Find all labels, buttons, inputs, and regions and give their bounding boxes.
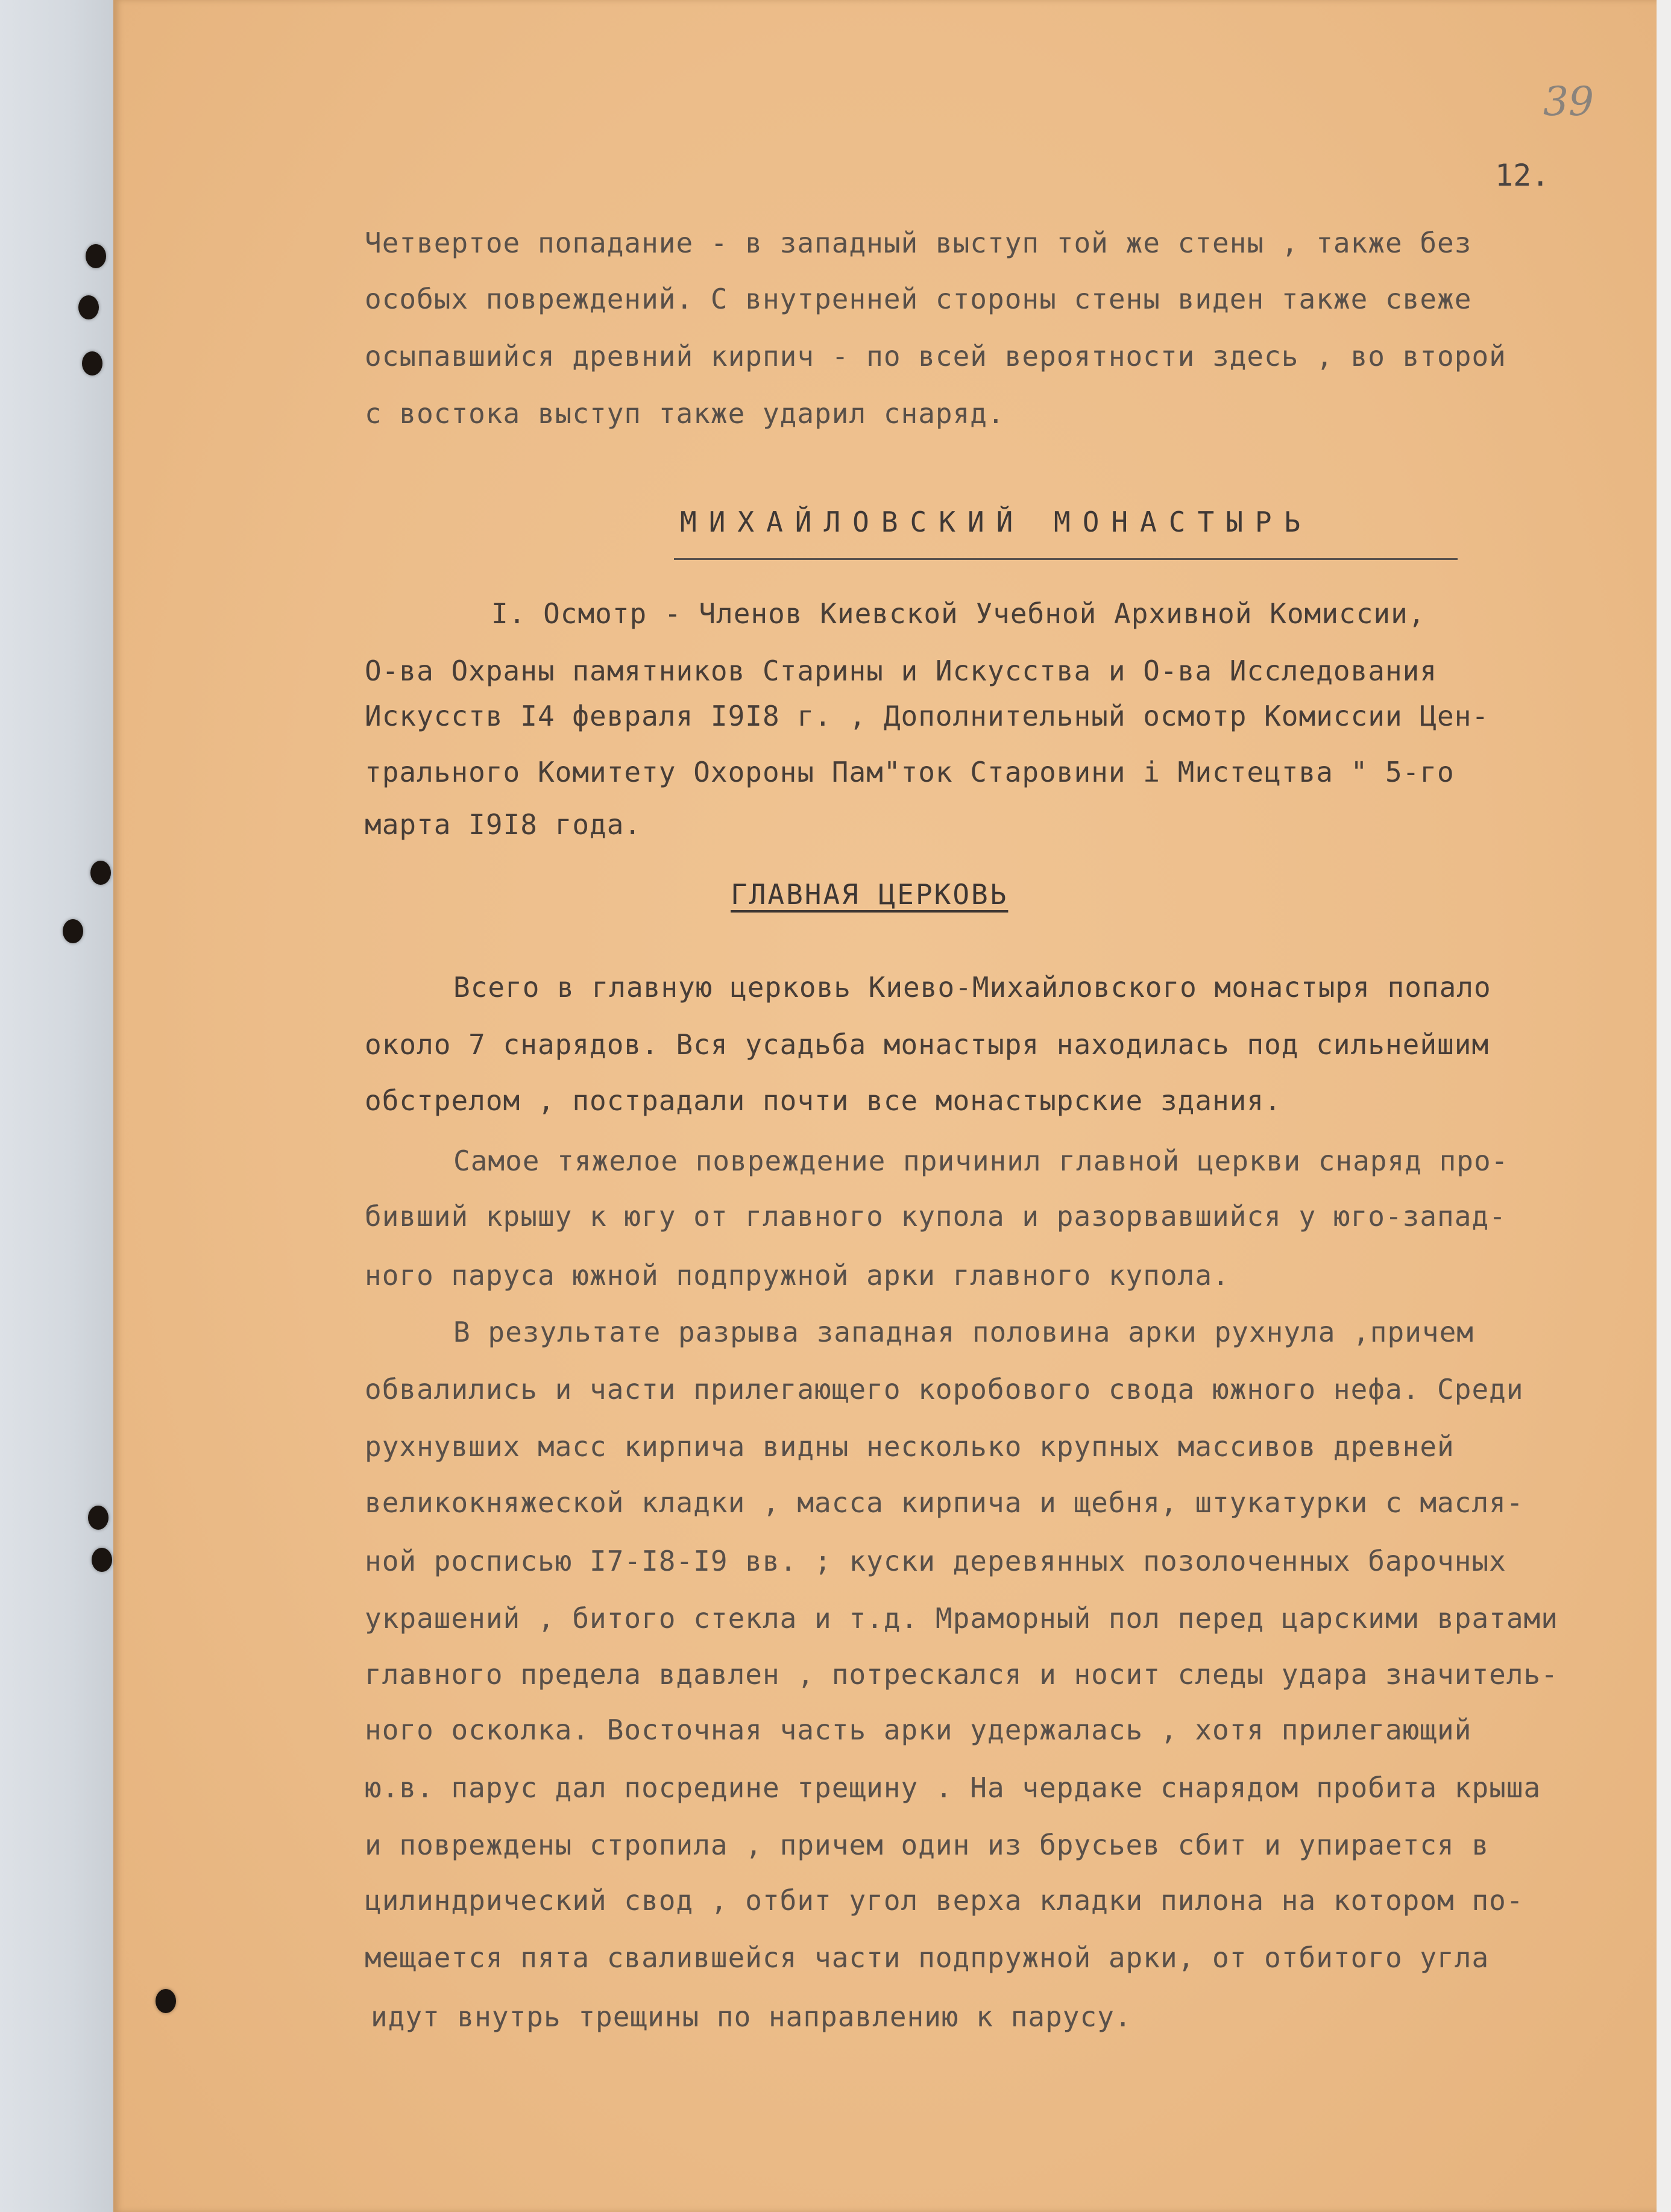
section-title-underline xyxy=(674,558,1458,560)
punch-hole xyxy=(82,351,102,375)
punch-hole xyxy=(90,861,111,885)
text-line: марта I9I8 года. xyxy=(365,808,642,841)
text-line: ю.в. парус дал посредине трещину . На чердаке снарядом пробита крыша xyxy=(365,1771,1541,1804)
text-line: рухнувших масс кирпича видны несколько крупных массивов древней xyxy=(365,1430,1455,1463)
text-line: особых повреждений. С внутренней стороны стены виден также свеже xyxy=(365,283,1472,315)
text-line: Искусств I4 февраля I9I8 г. , Дополнительный осмотр Комиссии Цен- xyxy=(365,700,1490,732)
subsection-title: ГЛАВНАЯ ЦЕРКОВЬ xyxy=(731,878,1009,911)
punch-hole xyxy=(78,295,99,319)
scanner-right-edge xyxy=(1657,0,1671,2212)
text-line: осыпавшийся древний кирпич - по всей вероятности здесь , во второй xyxy=(365,340,1506,372)
text-line: бивший крышу к югу от главного купола и разорвавшийся у юго-запад- xyxy=(365,1200,1506,1233)
section-title: МИХАЙЛОВСКИЙ МОНАСТЫРЬ xyxy=(680,506,1313,538)
text-line: Самое тяжелое повреждение причинил главной церкви снаряд про- xyxy=(453,1145,1509,1177)
text-line: великокняжеской кладки , масса кирпича и щебня, штукатурки с масля- xyxy=(365,1486,1524,1519)
text-line: около 7 снарядов. Вся усадьба монастыря находилась под сильнейшим xyxy=(365,1028,1490,1061)
text-line: с востока выступ также ударил снаряд. xyxy=(365,397,1005,430)
text-line: и повреждены стропила , причем один из брусьев сбит и упирается в xyxy=(365,1829,1490,1861)
text-line: идут внутрь трещины по направлению к парусу. xyxy=(371,2000,1132,2033)
text-line: I. Осмотр - Членов Киевской Учебной Архивной Комиссии, xyxy=(491,597,1426,630)
text-line: В результате разрыва западная половина арки рухнула ,причем xyxy=(453,1316,1474,1348)
text-line: обстрелом , пострадали почти все монастырские здания. xyxy=(365,1084,1282,1117)
punch-hole xyxy=(86,244,106,268)
text-line: цилиндрический свод , отбит угол верха кладки пилона на котором по- xyxy=(365,1884,1524,1917)
text-line: трального Комитету Охороны Пам"ток Старовини i Мистецтва " 5-го xyxy=(365,756,1455,788)
text-line: ного осколка. Восточная часть арки удержалась , хотя прилегающий xyxy=(365,1714,1472,1746)
punch-hole xyxy=(156,1989,176,2013)
text-line: Всего в главную церковь Киево-Михайловского монастыря попало xyxy=(453,971,1491,1004)
page-number: 12. xyxy=(1495,158,1550,193)
text-line: обвалились и части прилегающего коробового свода южного нефа. Среди xyxy=(365,1373,1524,1406)
archive-folio-number: 39 xyxy=(1543,78,1594,125)
text-line: украшений , битого стекла и т.д. Мраморный пол перед царскими вратами xyxy=(365,1602,1558,1635)
text-line: главного предела вдавлен , потрескался и носит следы удара значитель- xyxy=(365,1658,1558,1691)
punch-hole xyxy=(92,1548,112,1572)
text-line: Четвертое попадание - в западный выступ той же стены , также без xyxy=(365,227,1472,259)
text-line: О-ва Охраны памятников Старины и Искусства и О-ва Исследования xyxy=(365,655,1438,687)
punch-hole xyxy=(63,919,83,943)
punch-hole xyxy=(88,1506,109,1530)
scanner-background-strip xyxy=(0,0,115,2212)
text-line: ной росписью I7-I8-I9 вв. ; куски деревянных позолоченных барочных xyxy=(365,1545,1506,1577)
text-line: мещается пята свалившейся части подпружной арки, от отбитого угла xyxy=(365,1941,1490,1974)
text-line: ного паруса южной подпружной арки главного купола. xyxy=(365,1259,1230,1292)
